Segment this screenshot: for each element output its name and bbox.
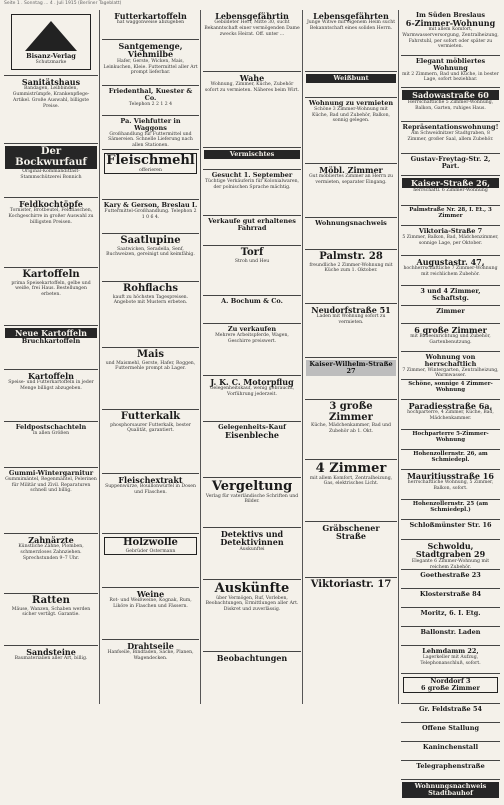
ad-subtitle: in allen Größen xyxy=(32,430,70,436)
ad-title: Detektivs und Detektivinnen xyxy=(220,529,284,548)
ad-text: Junge Witwe mit eigenem Heim sucht Bekanntschaft eines soliden Herrn. xyxy=(306,20,396,32)
ad-feldpostschachteln xyxy=(4,422,98,468)
ad-schlossmuenster xyxy=(401,520,500,540)
ad-title: Norddorf 3 xyxy=(430,677,471,685)
ad-4-zimmer xyxy=(305,460,397,522)
ad-text: Küche, Mädchenkammer, Bad und Zubehör ab 1. Okt. xyxy=(311,423,391,434)
ad-title: Futterkalk xyxy=(120,411,181,422)
ad-gummi xyxy=(4,468,98,534)
ad-norddorf xyxy=(401,674,500,704)
ad-text: Futtermittel-Großhandlung. Telephon 2 1 0 6 4. xyxy=(104,208,197,220)
ad-title: Zahnärzte xyxy=(28,535,74,545)
ad-mais xyxy=(102,348,199,410)
ad-kartoffeln-2 xyxy=(4,370,98,422)
ad-text: Mäuse, Wanzen, Schaben werden sicher vertilgt. Garantie. xyxy=(11,606,91,618)
ad-torf xyxy=(203,246,301,296)
ad-text: Saatwicken, Seradella, Senf, Buchweizen, gereinigt und keimfähig. xyxy=(106,246,195,258)
ad-title: Wohnungsnachweis Stadtbauhof xyxy=(402,782,499,798)
ad-title: Repräsentationswohnung! xyxy=(402,123,499,131)
ad-text: Hanfseile, Bindfaden, Säcke, Planen, Wagendecken. xyxy=(107,650,194,662)
ad-title: Moritz, 6. I. Etg. xyxy=(420,609,481,617)
ad-title: Hochparterre 5-Zimmer-Wohnung xyxy=(412,431,489,443)
ad-title: Palmstraße Nr. 28, I. Et., 3 Zimmer xyxy=(409,207,492,219)
ad-fleischmehl xyxy=(102,150,199,200)
ad-lebensgefaehrtin xyxy=(203,10,301,72)
ad-title: Hohenzollernstr. 26, am Schmiedepl. xyxy=(413,451,488,463)
ad-text: Tornister, Brotbeutel, Feldflaschen, Kochgeschirre in großer Auswahl zu billigsten Preisen. xyxy=(8,208,94,225)
ad-palmstr xyxy=(305,250,397,304)
ad-subtitle: Stroh und Heu xyxy=(234,258,270,264)
ad-wohnungsnachweis xyxy=(305,218,397,250)
ad-schoene-sonnige xyxy=(401,380,500,400)
ad-text: über Vermögen, Ruf, Vorleben, Beobachtungen, Ermittlungen aller Art. Diskret und zuverlässig. xyxy=(205,595,299,613)
ad-sandsteine xyxy=(4,646,98,711)
ad-subtitle: 6-Zimmer-Wohnung xyxy=(405,17,496,28)
logo-frame xyxy=(11,14,91,70)
ad-title: 3 große Zimmer xyxy=(329,401,373,423)
ad-lehmdamm xyxy=(401,646,500,674)
ad-viehfutter xyxy=(102,116,199,150)
ad-paradiesstrasse xyxy=(401,400,500,430)
ad-offene-stallung xyxy=(401,723,500,742)
ad-title: Der Bockwurfauf xyxy=(5,146,97,169)
ad-viktoriastr xyxy=(305,578,397,703)
ad-title: Gesucht 1. September xyxy=(211,171,293,179)
ad-kary-gerson xyxy=(102,200,199,234)
ad-title: Mais xyxy=(137,349,164,360)
ad-text: 5 Zimmer, Balkon, Bad, Mädchenzimmer, sonnige Lage, per Oktober. xyxy=(402,234,499,246)
ad-graebschener xyxy=(305,522,397,578)
ad-vergeltung xyxy=(203,478,301,528)
ad-text: mit allem Komfort, Zentralheizung, Gas, elektrisches Licht. xyxy=(309,475,393,487)
ad-moebl-zimmer xyxy=(305,164,397,218)
section-header-vermischtes xyxy=(203,148,301,170)
ad-title: Offene Stallung xyxy=(421,724,480,732)
ad-title: Kaiser-Straße 26, xyxy=(402,178,499,188)
column-rule-2 xyxy=(200,10,201,704)
ad-title: Rohflachs xyxy=(123,283,178,294)
ad-hohenzollernstr-26 xyxy=(401,450,500,470)
ad-title: Lebensgefährtin xyxy=(215,11,289,21)
ad-title: Kartoffeln xyxy=(22,269,80,280)
ad-title: Zu verkaufen xyxy=(227,325,277,333)
ad-text: und Maismehl, Gerste, Hafer, Roggen, Futtermehle prompt ab Lager. xyxy=(105,360,196,372)
ad-subtitle: hat waggonweise abzugeben xyxy=(116,20,185,26)
ad-title: 3 und 4 Zimmer, Schaftstg. xyxy=(420,287,481,302)
ad-title: Torf xyxy=(240,247,264,258)
column-2 xyxy=(102,10,199,704)
ad-kaiser-wilhelm xyxy=(305,358,397,400)
ad-gustav-freytag xyxy=(401,154,500,176)
ad-title: Gustav-Freytag-Str. 2, Part. xyxy=(410,155,491,170)
ad-futterkartoffeln xyxy=(102,10,199,40)
masthead: Seite 1 . Sonntag ... 4 . Juli 1915 (Berliner Tageblatt) xyxy=(4,1,122,6)
ad-schwoldu xyxy=(401,540,500,570)
ad-title: Klosterstraße 84 xyxy=(419,590,482,598)
ad-wohnungsnachweis-stadtbauhof xyxy=(401,780,500,805)
ad-title: Paradiesstraße 6a, xyxy=(408,401,493,411)
ad-text: Speise- und Futterkartoffeln in jeder Menge billigst abzugeben. xyxy=(8,380,94,392)
triangle-logo-icon xyxy=(25,21,77,51)
ad-subtitle: 6 große Zimmer xyxy=(421,683,480,692)
column-rule-4 xyxy=(398,10,399,704)
ad-moritz xyxy=(401,608,500,627)
ad-title: Kartoffeln xyxy=(28,371,74,381)
ad-title: Verkaufe gut erhaltenes Fahrrad xyxy=(208,217,296,232)
ad-rohflachs xyxy=(102,282,199,348)
ad-text: herrschaftliche Wohnung, 5 Zimmer, Balkon, sofort. xyxy=(407,480,494,492)
ad-title: Vergeltung xyxy=(211,479,293,494)
ad-title: Auskünfte xyxy=(214,581,290,596)
ad-publisher-logo xyxy=(4,10,98,76)
ad-title: Lebensgefährten xyxy=(313,11,389,21)
ad-text: Wohnung, Zimmer, Küche, Zubehör sofort zu vermieten. Näheres beim Wirt. xyxy=(204,82,300,94)
ad-subtitle: herrschaftl. 6 Zimmer-Wohnung xyxy=(413,188,488,194)
ad-title: Telegraphenstraße xyxy=(416,762,485,770)
ad-subtitle: Original-Kommanditfast-Stammschützerei Bonnich xyxy=(20,169,82,180)
ad-title: Sanitätshaus xyxy=(21,77,81,87)
ad-title: 4 Zimmer xyxy=(315,461,387,476)
ad-text: Elegante 6 Zimmer-Wohnung mit reichem Zubehör. xyxy=(411,558,490,570)
ad-kartoffeln-1 xyxy=(4,268,98,326)
ad-text: Gebildeter Herr, Mitte 30, sucht Bekanntschaft einer vermögenden Dame zwecks Heirat. Off. unter ... xyxy=(204,20,300,37)
ad-ballonstr xyxy=(401,627,500,646)
ad-weissbunt xyxy=(305,72,397,98)
ad-title: 6 große Zimmer xyxy=(414,325,487,335)
ad-title: Möbl. Zimmer xyxy=(319,165,383,175)
column-4 xyxy=(305,10,397,704)
ad-wahe xyxy=(203,72,301,148)
column-1 xyxy=(4,10,98,704)
ad-title: Drahtseile xyxy=(127,641,174,651)
ad-title: Neue Kartoffeln xyxy=(5,328,97,338)
ad-kaninchenstall xyxy=(401,742,500,761)
ad-text: prima Speisekartoffeln, gelbe und weiße, frei Haus. Bestellungen erbeten. xyxy=(11,280,91,297)
ad-text: hochparterre, 4 Zimmer, Küche, Bad, Mädchenkammer. xyxy=(407,410,494,422)
ad-klosterstrasse xyxy=(401,589,500,608)
ad-title: Kary & Gerson, Breslau I. xyxy=(103,201,198,209)
ad-palmstrasse xyxy=(401,206,500,226)
ad-title: Feldkochtöpfe xyxy=(19,199,83,209)
ad-title: Weine xyxy=(136,589,165,599)
ad-title: Mauritiusstraße 16 xyxy=(407,471,494,481)
ad-sadowastrasse xyxy=(401,88,500,122)
ad-title: Elegant möbliertes Wohnung xyxy=(415,57,486,72)
ad-title: Gr. Feldstraße 54 xyxy=(419,705,482,713)
ad-text: Mehrere Arbeitspferde, Wagen, Geschirre preiswert. xyxy=(215,332,289,344)
ad-title: A. Bochum & Co. xyxy=(221,297,283,305)
ad-hohenzollernstr-25 xyxy=(401,500,500,520)
ad-viktoria-strasse xyxy=(401,226,500,256)
ad-title: Sandsteine xyxy=(26,647,76,657)
ad-text: Großhandlung für Futtermittel und Sämereien. Schnelle Lieferung nach allen Stationen. xyxy=(108,131,193,149)
ad-3-und-4-zimmer xyxy=(401,286,500,306)
ad-3-grosse-zimmer xyxy=(305,400,397,460)
ad-fleischextrakt xyxy=(102,474,199,534)
ad-text: phosphorsaurer Futterkalk, bester Qualität, garantiert. xyxy=(110,422,191,434)
ad-repraesentation xyxy=(401,122,500,154)
ad-subtitle: Telephon 2 2 1 2 4 xyxy=(128,101,173,107)
ad-title: Viktoria-Straße 7 xyxy=(418,227,483,235)
ad-weine xyxy=(102,588,199,640)
ad-title: Ratten xyxy=(32,595,70,606)
ad-elegant-moebliert xyxy=(401,56,500,88)
ad-title: Wohnungsnachweis xyxy=(315,219,387,227)
ad-title: Saatlupine xyxy=(120,235,181,246)
ad-text: Lagerkeller mit Aufzug, Telephonanschluß, sofort. xyxy=(420,654,481,666)
ad-title: Viktoriastr. 17 xyxy=(310,579,392,590)
ad-lebensgefaehrten xyxy=(305,10,397,72)
ad-title: Wohnung von herrschaftlich xyxy=(424,353,477,368)
ad-title: Goethestraße 23 xyxy=(420,571,481,579)
ad-subtitle: offerieren xyxy=(138,167,162,173)
ad-futterkalk xyxy=(102,410,199,474)
ad-sanitaetshaus xyxy=(4,76,98,144)
ad-feldkochtoepfe xyxy=(4,198,98,268)
ad-holzwolle xyxy=(102,534,199,588)
ad-drahtseile xyxy=(102,640,199,705)
ad-text: mit Badeeinrichtung und Zubehör, Gartenbenutzung. xyxy=(410,334,491,346)
ad-title: Ballonstr. Laden xyxy=(420,628,481,636)
ad-gr-feldstrasse xyxy=(401,704,500,723)
ad-title: Palmstr. 28 xyxy=(319,251,383,262)
column-rule-1 xyxy=(99,10,100,704)
ad-title: Futterkartoffeln xyxy=(114,11,187,21)
ad-title: Weißbunt xyxy=(306,74,396,83)
ad-text: Schöne 3 Zimmer-Wohnung mit Küche, Bad und Zubehör, Balkon, sonnig gelegen. xyxy=(312,106,390,124)
ad-title: Holzwolle xyxy=(123,537,178,548)
ad-detektivs xyxy=(203,528,301,580)
ad-text: 7 Zimmer, Wintergarten, Zentralheizung, Warmwasser. xyxy=(402,367,499,379)
ad-subtitle: Gebrüder Ostermann xyxy=(125,548,176,554)
column-rule-3 xyxy=(302,10,303,704)
ad-mauritiusstrasse xyxy=(401,470,500,500)
ad-title: Gummi-Wintergarnitur xyxy=(8,469,94,477)
ad-title: Wohnung zu vermieten xyxy=(308,99,394,107)
ad-title: Gelegenheits-Kauf xyxy=(218,423,286,431)
ad-saatlupine xyxy=(102,234,199,282)
ad-title: Kaiser-Wilhelm-Straße 27 xyxy=(306,360,396,376)
section-title: Vermischtes xyxy=(204,150,300,159)
column-5 xyxy=(401,10,500,797)
ad-title: Friedenthal, Kuester & Co. xyxy=(108,87,193,102)
ad-hochparterre xyxy=(401,430,500,450)
ad-text: Rot- und Weißweine, Kognak, Rum, Liköre in Flaschen und Fässern. xyxy=(109,598,192,610)
ad-neue-kartoffeln xyxy=(4,326,98,370)
ad-text: Gummimäntel, Regenmäntel, Pelerinen für Militär und Zivil. Reparaturen schnell und billig. xyxy=(5,476,97,494)
ad-kaiser-strasse xyxy=(401,176,500,206)
ad-title: Zimmer xyxy=(436,307,465,315)
ad-text: Bandagen, Leibbinden, Gummistrümpfe, Krankenpflege-Artikel. Große Auswahl, billigste Preise. xyxy=(12,86,90,109)
ad-auskuenfte xyxy=(203,580,301,652)
ad-saatgemenge xyxy=(102,40,199,86)
ad-goethestrasse xyxy=(401,570,500,589)
ad-text: Baumaterialien aller Art, billig. xyxy=(14,656,88,662)
ad-title: Augustastr. 47, xyxy=(416,257,485,267)
ad-subtitle: Schutzmarke xyxy=(35,59,67,65)
ad-augustastr xyxy=(401,256,500,286)
ad-gelegenheitskauf xyxy=(203,422,301,478)
ad-title: Beobachtungen xyxy=(216,653,288,663)
ad-zahnaerzte xyxy=(4,534,98,594)
ad-title: Hohenzollernstr. 25 (am Schmiedepl.) xyxy=(412,501,489,513)
ad-text: Suppenwürze, Bouillonwürfel in Dosen und Flaschen. xyxy=(105,484,196,496)
ad-title: Fleischmehl xyxy=(106,153,195,168)
ad-friedenthal xyxy=(102,86,199,116)
ad-title: Lehmdamm 22, xyxy=(422,647,479,655)
ad-wohnung-herrschaftlich xyxy=(401,352,500,380)
ad-title: Santgemenge, Viehmilbe xyxy=(118,41,183,60)
ad-wohnung-vermieten xyxy=(305,98,397,164)
ad-title: Gräbschener Straße xyxy=(322,523,380,542)
ad-title: Kaninchenstall xyxy=(422,743,479,751)
ad-title: Fleischextrakt xyxy=(118,475,183,485)
ad-text: Gelegenheitskauf, wenig gebraucht, Vorführung jederzeit. xyxy=(209,386,295,398)
ad-zimmer xyxy=(401,306,500,324)
ad-title: Pa. Viehfutter in Waggons xyxy=(120,117,181,132)
ad-title: Sadowastraße 60 xyxy=(402,90,499,100)
ad-title: Wahe xyxy=(239,73,265,83)
ad-im-sueden xyxy=(401,10,500,56)
ad-6-grosse-zimmer xyxy=(401,324,500,352)
ad-telegraphenstrasse xyxy=(401,761,500,780)
ad-text: hochherrschaftliche 7 Zimmer-Wohnung mit reichlichem Zubehör. xyxy=(403,266,498,278)
ad-subtitle: Auskunftei xyxy=(239,546,265,552)
ad-title: Im Süden Breslaus xyxy=(415,11,486,19)
ad-text: Hafer, Gerste, Wicken, Mais, Leinkuchen, Kleie. Futtermittel aller Art prompt lieferbar. xyxy=(103,58,198,76)
ad-title: Neudorfstraße 51 xyxy=(311,305,391,315)
ad-title: Schöne, sonnige 4 Zimmer-Wohnung xyxy=(408,381,493,393)
ad-subtitle: Bruchkartoffeln xyxy=(21,337,81,346)
ad-ratten xyxy=(4,594,98,646)
ad-text: Künstliche Zähne, Plomben, schmerzloses Zahnziehen. Sprechstunden 9–7 Uhr. xyxy=(18,544,84,561)
ad-title: Schwoldu, Stadtgraben 29 xyxy=(415,541,486,560)
ad-bockwurst xyxy=(4,144,98,198)
ad-text: Tüchtige Verkäuferin für Kolonialwaren, der polnischen Sprache mächtig. xyxy=(204,178,300,190)
ad-text: mit 2 Zimmern, Bad und Küche, in bester Lage, sofort beziehbar. xyxy=(402,71,499,83)
ad-text: Herrschaftliche 5 Zimmer-Wohnung, Balkon, Garten, ruhiges Haus. xyxy=(407,100,494,112)
ad-text: Laden mit Wohnung sofort zu vermieten. xyxy=(316,314,386,326)
ad-fahrrad xyxy=(203,216,301,246)
ad-title: Schloßmünster Str. 16 xyxy=(409,521,492,529)
ad-neudorfstr xyxy=(305,304,397,358)
ad-title: Bisanz-Verlag xyxy=(26,52,76,60)
ad-gesucht xyxy=(203,170,301,216)
ad-text: mit allem Komfort, Warmwasserversorgung, Zentralheizung, Fahrstuhl, per sofort oder später zu vermieten. xyxy=(402,27,499,50)
ad-title: Feldpostschachteln xyxy=(15,423,87,431)
ad-subtitle: Eisenbleche xyxy=(224,429,280,440)
ad-text: kauft zu höchsten Tagespreisen. Angebote mit Mustern erbeten. xyxy=(112,294,189,306)
ad-text: Verlag für vaterländische Schriften und Bilder. xyxy=(205,493,299,505)
ad-zu-verkaufen xyxy=(203,324,301,376)
ad-bochum xyxy=(203,296,301,324)
ad-beobachtungen xyxy=(203,652,301,717)
ad-text: Gut möbliertes Zimmer an Herrn zu vermieten, separater Eingang. xyxy=(308,174,394,186)
ad-motorpflug xyxy=(203,376,301,422)
ad-text: freundliche 2 Zimmer-Wohnung mit Küche zum 1. Oktober. xyxy=(309,262,393,274)
ad-title: J. K. C. Motorpflug xyxy=(210,377,294,387)
ad-text: Am Schweidnitzer Stadtgraben, 8 Zimmer, großer Saal, allem Zubehör. xyxy=(407,130,494,142)
column-3 xyxy=(203,10,301,704)
